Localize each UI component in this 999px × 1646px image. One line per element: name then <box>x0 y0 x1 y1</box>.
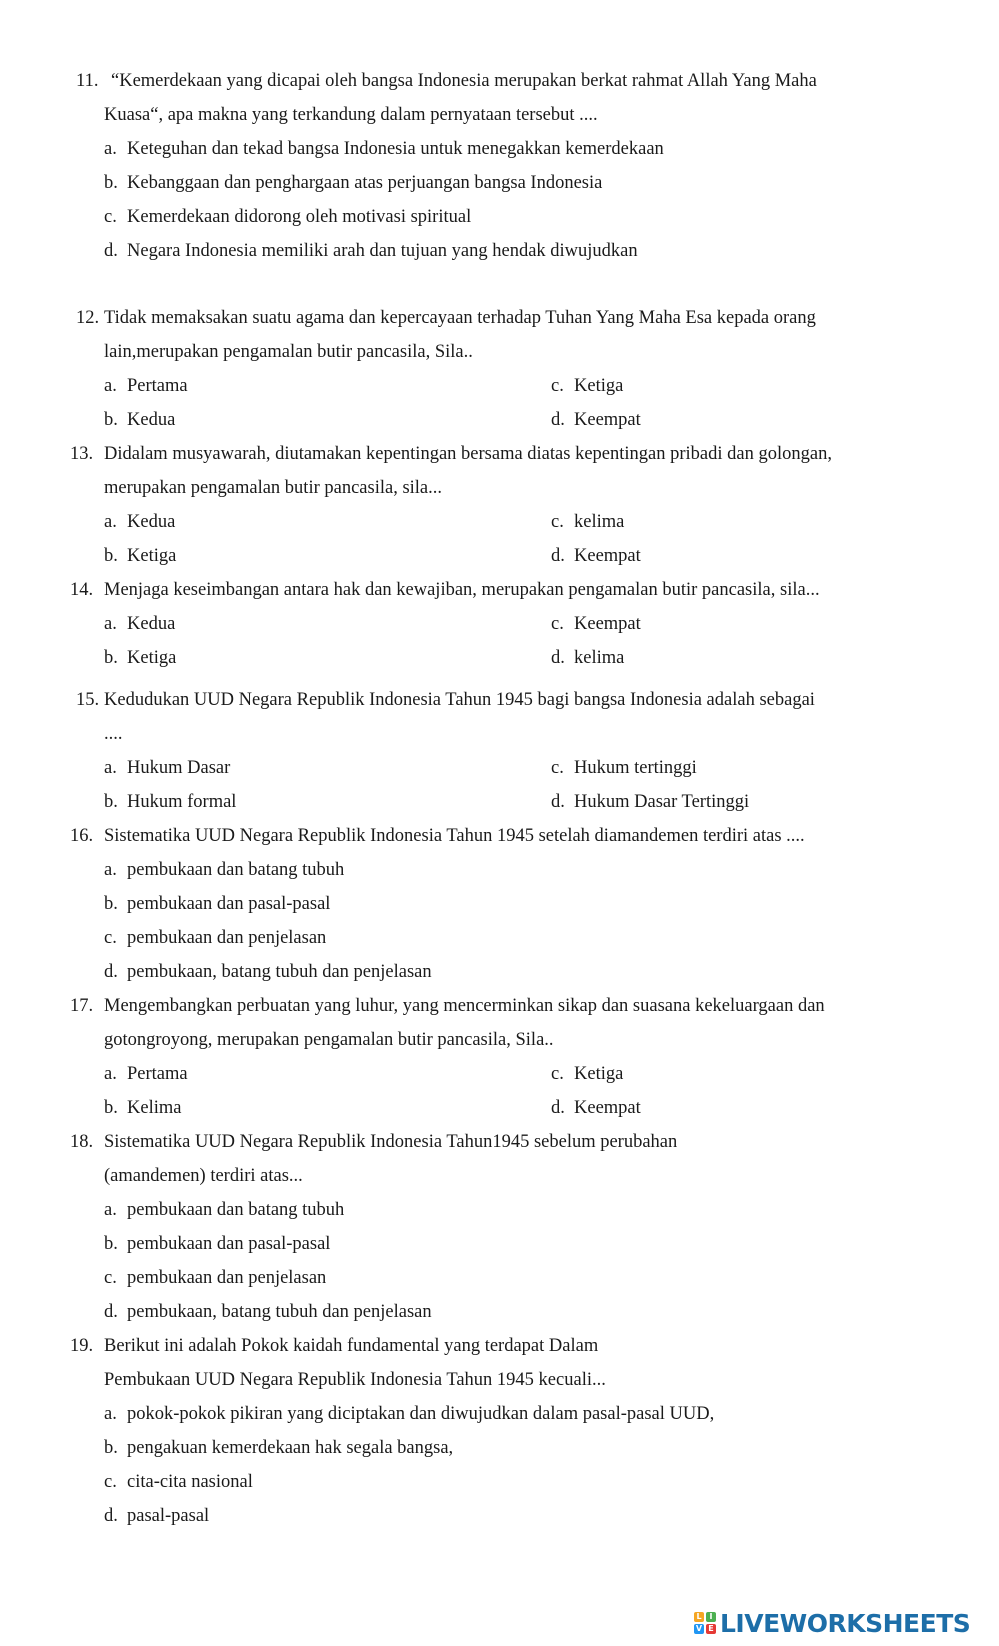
option-letter: d. <box>104 1302 118 1322</box>
option-text: pokok-pokok pikiran yang diciptakan dan diwujudkan dalam pasal-pasal UUD, <box>127 1404 715 1424</box>
question-text: merupakan pengamalan butir pancasila, sila... <box>104 478 443 498</box>
option-text: Keempat <box>574 1098 641 1118</box>
logo-mark-icon <box>694 1612 716 1634</box>
question-number: 14. <box>70 580 94 600</box>
question-number: 18. <box>70 1132 94 1152</box>
option-letter: c. <box>551 512 564 532</box>
question-text: (amandemen) terdiri atas... <box>104 1166 303 1186</box>
option-letter: b. <box>104 546 118 566</box>
question-text: lain,merupakan pengamalan butir pancasila, Sila.. <box>104 342 473 362</box>
option-letter: d. <box>551 648 565 668</box>
option-letter: d. <box>104 962 118 982</box>
option-text: pembukaan, batang tubuh dan penjelasan <box>127 962 432 982</box>
option-text: pembukaan dan pasal-pasal <box>127 1234 331 1254</box>
option-letter: b. <box>104 894 118 914</box>
option-letter: c. <box>551 614 564 634</box>
option-text: Kedua <box>127 614 176 634</box>
option-text: pembukaan dan pasal-pasal <box>127 894 331 914</box>
option-letter: c. <box>104 207 117 227</box>
option-text: Keempat <box>574 546 641 566</box>
option-letter: d. <box>104 241 118 261</box>
option-letter: b. <box>104 792 118 812</box>
option-text: Kemerdekaan didorong oleh motivasi spiritual <box>127 207 472 227</box>
option-text: pembukaan, batang tubuh dan penjelasan <box>127 1302 432 1322</box>
question-text: Didalam musyawarah, diutamakan kepentingan bersama diatas kepentingan pribadi dan golongan, <box>104 444 832 464</box>
option-text: Kelima <box>127 1098 182 1118</box>
option-text: pengakuan kemerdekaan hak segala bangsa, <box>127 1438 454 1458</box>
question-text: .... <box>104 724 123 744</box>
question-text: Tidak memaksakan suatu agama dan kepercayaan terhadap Tuhan Yang Maha Esa kepada orang <box>104 308 816 328</box>
liveworksheets-logo <box>694 1608 970 1638</box>
option-text: pembukaan dan batang tubuh <box>127 860 345 880</box>
option-text: pembukaan dan penjelasan <box>127 1268 327 1288</box>
logo-tile-e: E <box>706 1624 716 1634</box>
option-letter: b. <box>104 1438 118 1458</box>
question-number: 16. <box>70 826 94 846</box>
logo-tile-v: V <box>695 1624 703 1633</box>
option-text: kelima <box>574 648 625 668</box>
option-text: pembukaan dan penjelasan <box>127 928 327 948</box>
option-text: Kebanggaan dan penghargaan atas perjuangan bangsa Indonesia <box>127 173 603 193</box>
option-letter: b. <box>104 410 118 430</box>
option-text: Kedua <box>127 512 176 532</box>
question-text: “Kemerdekaan yang dicapai oleh bangsa Indonesia merupakan berkat rahmat Allah Yang Maha <box>111 71 817 91</box>
option-letter: d. <box>104 1506 118 1526</box>
question-number: 11. <box>76 71 99 91</box>
logo-tile-i: I <box>706 1612 716 1622</box>
option-letter: d. <box>551 1098 565 1118</box>
option-text: Negara Indonesia memiliki arah dan tujuan yang hendak diwujudkan <box>127 241 638 261</box>
option-text: cita-cita nasional <box>127 1472 253 1492</box>
option-letter: a. <box>104 860 117 880</box>
option-text: pasal-pasal <box>127 1506 210 1526</box>
question-text: Menjaga keseimbangan antara hak dan kewajiban, merupakan pengamalan butir pancasila, sila... <box>104 580 820 600</box>
option-text: Ketiga <box>127 648 177 668</box>
option-letter: a. <box>104 139 117 159</box>
option-text: Ketiga <box>574 1064 624 1084</box>
option-letter: a. <box>104 758 117 778</box>
option-text: Pertama <box>127 376 188 396</box>
option-letter: d. <box>551 546 565 566</box>
option-text: Hukum formal <box>127 792 237 812</box>
question-number: 17. <box>70 996 94 1016</box>
option-text: Ketiga <box>574 376 624 396</box>
option-text: kelima <box>574 512 625 532</box>
option-letter: c. <box>104 1472 117 1492</box>
logo-tile-l: L <box>694 1612 704 1622</box>
option-letter: c. <box>551 758 564 778</box>
option-letter: c. <box>551 1064 564 1084</box>
option-text: Pertama <box>127 1064 188 1084</box>
option-text: Keempat <box>574 410 641 430</box>
option-letter: d. <box>551 410 565 430</box>
option-letter: d. <box>551 792 565 812</box>
question-text: Mengembangkan perbuatan yang luhur, yang mencerminkan sikap dan suasana kekeluargaan dan <box>104 996 825 1016</box>
option-letter: b. <box>104 1234 118 1254</box>
option-letter: b. <box>104 1098 118 1118</box>
option-letter: a. <box>104 1200 117 1220</box>
option-letter: c. <box>551 376 564 396</box>
option-letter: c. <box>104 1268 117 1288</box>
question-text: Pembukaan UUD Negara Republik Indonesia Tahun 1945 kecuali... <box>104 1370 606 1390</box>
option-text: Hukum Dasar Tertinggi <box>574 792 750 812</box>
question-text: Berikut ini adalah Pokok kaidah fundamental yang terdapat Dalam <box>104 1336 599 1356</box>
question-text: Sistematika UUD Negara Republik Indonesia Tahun1945 sebelum perubahan <box>104 1132 678 1152</box>
question-number: 13. <box>70 444 94 464</box>
option-text: Keempat <box>574 614 641 634</box>
option-text: Keteguhan dan tekad bangsa Indonesia untuk menegakkan kemerdekaan <box>127 139 664 159</box>
question-number: 19. <box>70 1336 94 1356</box>
option-text: pembukaan dan batang tubuh <box>127 1200 345 1220</box>
option-letter: a. <box>104 614 117 634</box>
option-text: Hukum tertinggi <box>574 758 697 778</box>
option-text: Ketiga <box>127 546 177 566</box>
question-text: Kuasa“, apa makna yang terkandung dalam pernyataan tersebut .... <box>104 105 598 125</box>
option-letter: b. <box>104 173 118 193</box>
option-letter: a. <box>104 1064 117 1084</box>
option-text: Hukum Dasar <box>127 758 231 778</box>
question-text: gotongroyong, merupakan pengamalan butir pancasila, Sila.. <box>104 1030 554 1050</box>
question-number: 12. <box>76 308 100 328</box>
option-letter: a. <box>104 376 117 396</box>
question-text: Kedudukan UUD Negara Republik Indonesia Tahun 1945 bagi bangsa Indonesia adalah sebagai <box>104 690 815 710</box>
logo-text: LIVEWORKSHEETS <box>720 1608 971 1638</box>
option-letter: a. <box>104 1404 117 1424</box>
question-text: Sistematika UUD Negara Republik Indonesia Tahun 1945 setelah diamandemen terdiri atas .... <box>104 826 805 846</box>
question-number: 15. <box>76 690 100 710</box>
option-letter: c. <box>104 928 117 948</box>
option-letter: a. <box>104 512 117 532</box>
option-letter: b. <box>104 648 118 668</box>
option-text: Kedua <box>127 410 176 430</box>
